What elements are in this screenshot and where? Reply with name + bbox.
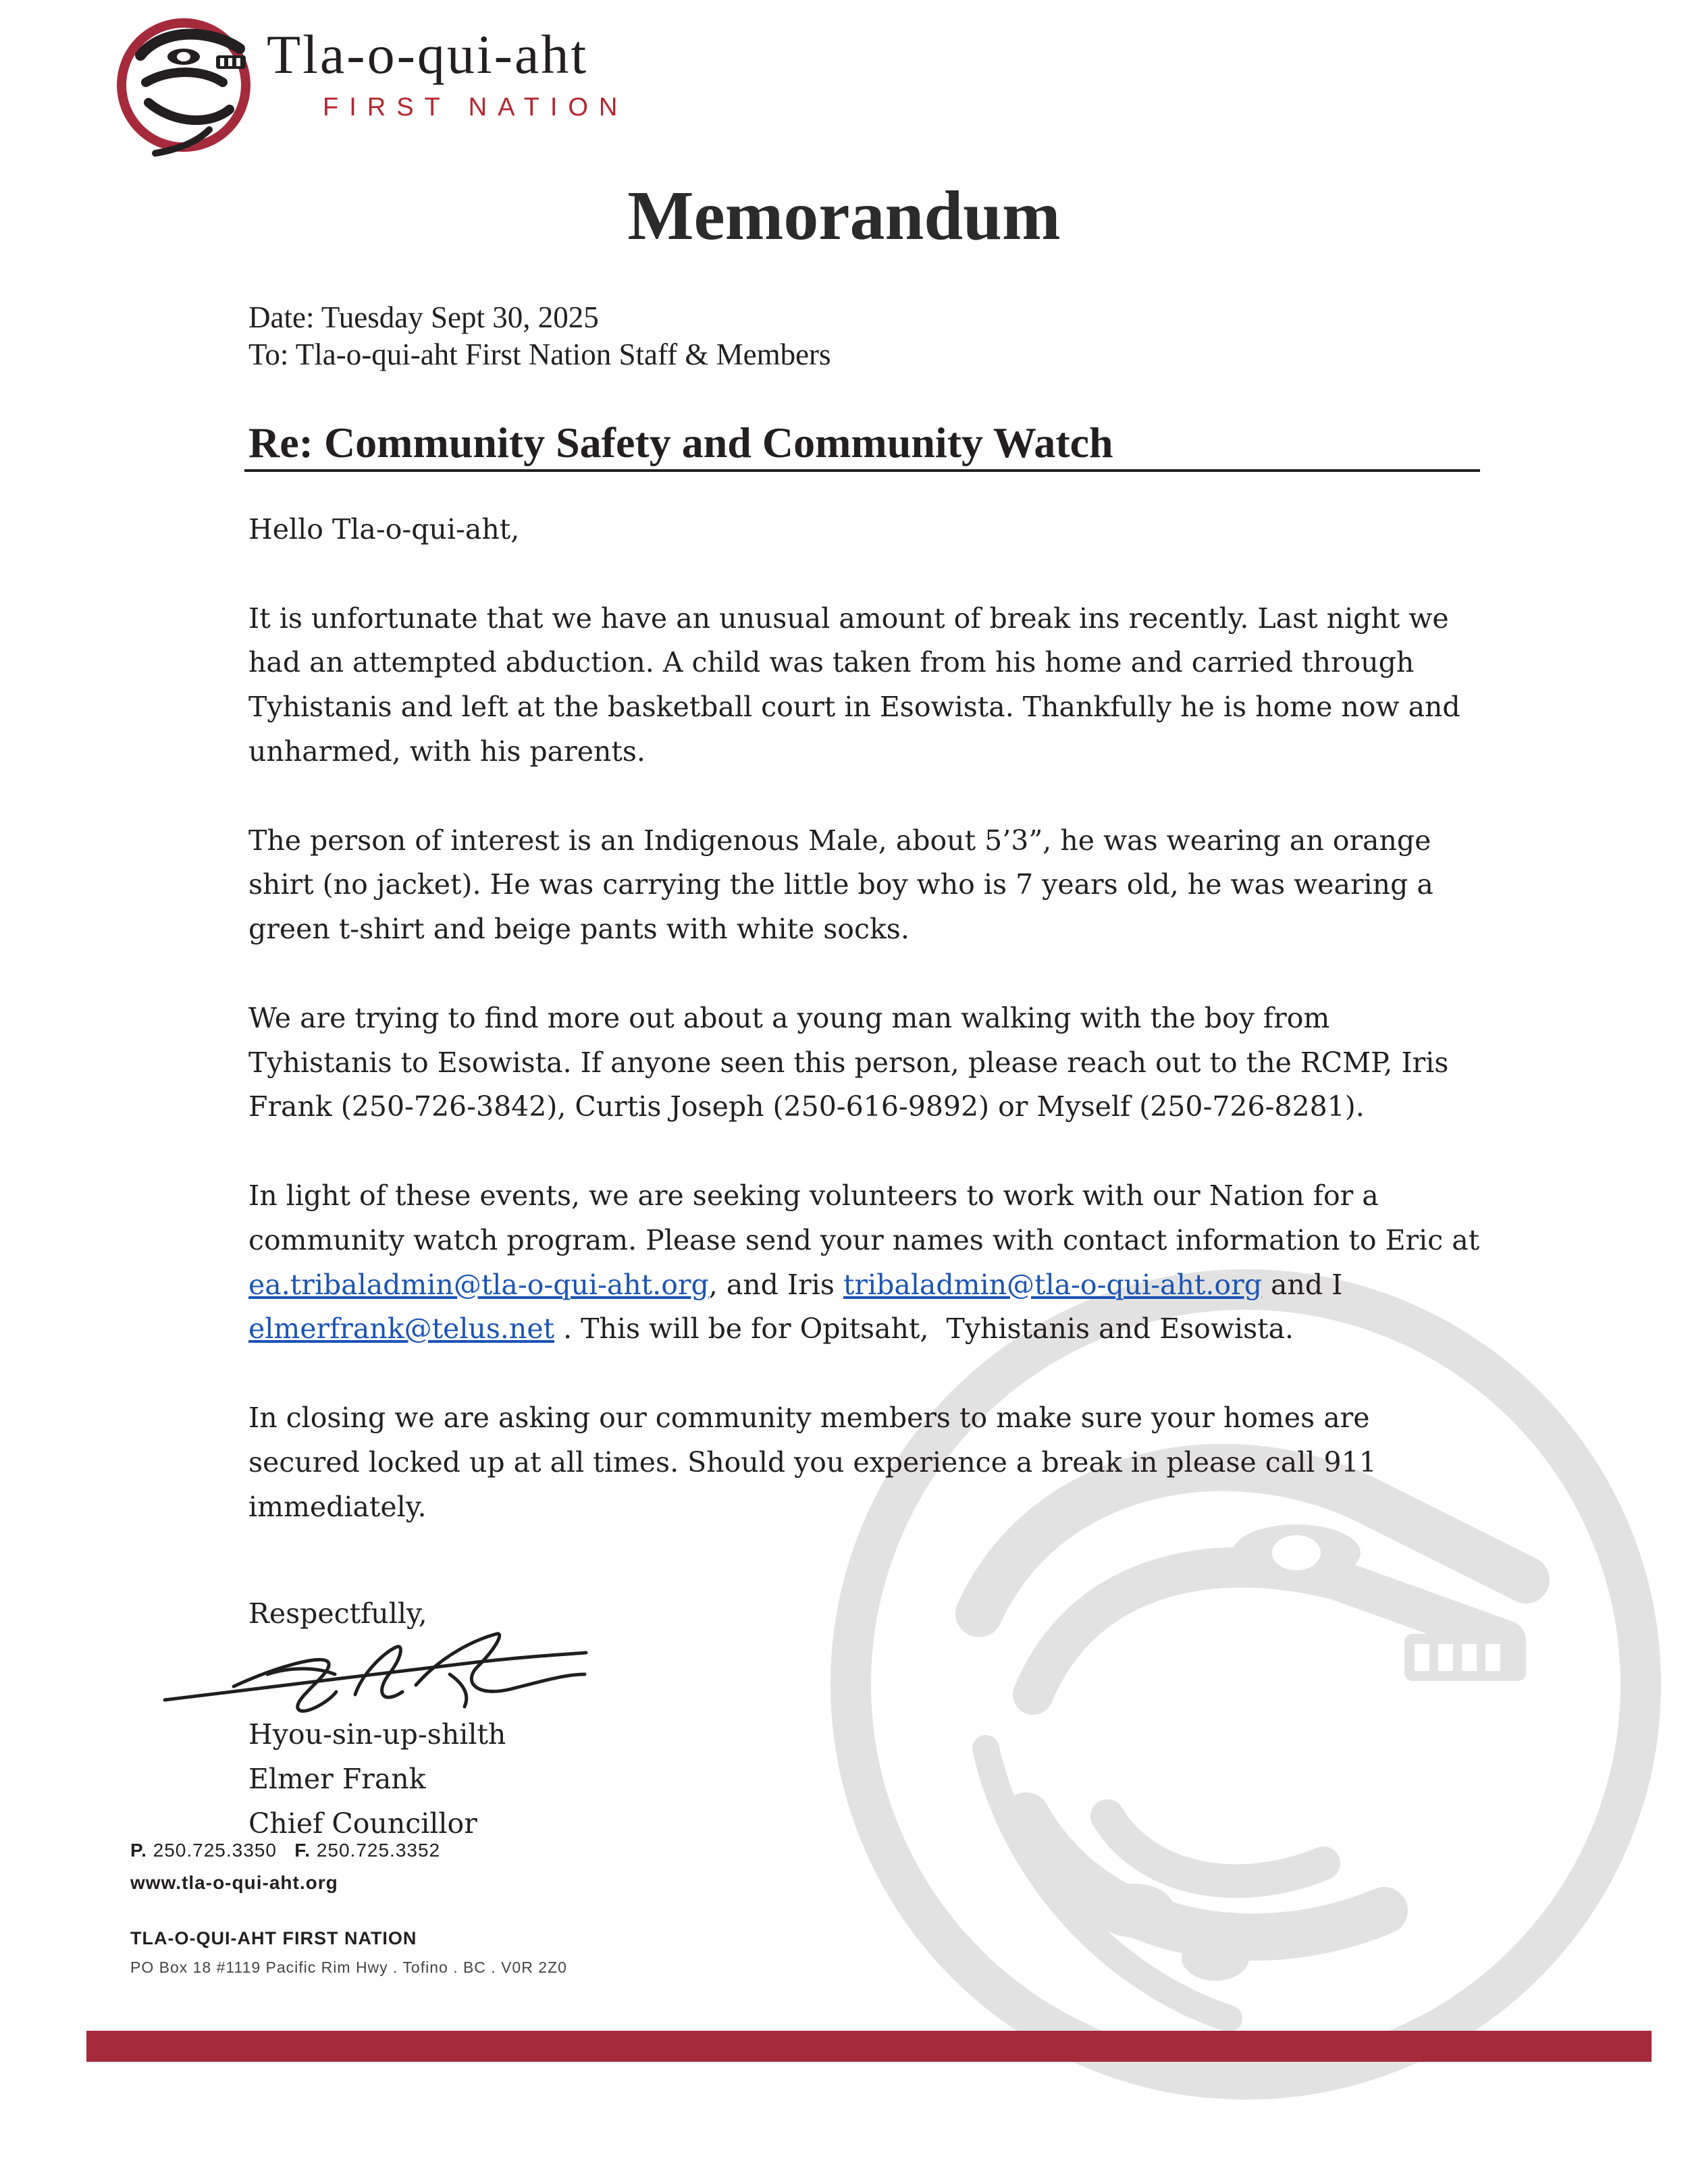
footer-website[interactable]: www.tla-o-qui-aht.org xyxy=(130,1872,338,1893)
footer-bar xyxy=(86,2031,1652,2062)
greeting: Hello Tla-o-qui-aht, xyxy=(248,513,520,545)
paragraph-contacts: We are trying to find more out about a young man walking with the boy from Tyhistanis to Esowista. If anyone seen this person, please reach out to the RCMP, Iris Frank (250-726-3842), Curtis Joseph (250-616-9892) or Myself (250-726-8281). xyxy=(248,1001,1449,1123)
org-subtitle: FIRST NATION xyxy=(323,93,629,122)
volunteers-line-2: community watch program. Please send your names with contact information to Eric at xyxy=(248,1223,1480,1256)
footer-address: PO Box 18 #1119 Pacific Rim Hwy . Tofino . BC . V0R 2Z0 xyxy=(130,1959,567,1976)
phone-label: P. xyxy=(130,1840,147,1861)
phone-number: 250.725.3350 xyxy=(153,1840,277,1861)
to-line: To: Tla-o-qui-aht First Nation Staff & Members xyxy=(248,338,831,371)
fax-label: F. xyxy=(294,1840,311,1861)
closing-salutation: Respectfully, xyxy=(248,1597,427,1630)
email-link-eric[interactable]: ea.tribaladmin@tla-o-qui-aht.org xyxy=(248,1268,709,1301)
subject-heading: Re: Community Safety and Community Watch xyxy=(248,419,1113,467)
volunteers-text-end: . This will be for Opitsaht, Tyhistanis and Esowista. xyxy=(554,1312,1294,1346)
volunteers-line-1: In light of these events, we are seeking volunteers to work with our Nation for a xyxy=(248,1179,1379,1212)
footer-phone-fax xyxy=(130,1841,440,1860)
paragraph-description: The person of interest is an Indigenous Male, about 5’3”, he was wearing an orange shirt (no jacket). He was carrying the little boy who is 7 years old, he was wearing a green t-shirt and beige pants with white socks. xyxy=(248,824,1433,946)
email-link-iris[interactable]: tribaladmin@tla-o-qui-aht.org xyxy=(843,1268,1262,1301)
paragraph-incident: It is unfortunate that we have an unusual amount of break ins recently. Last night we had an attempted abduction. A child was taken from his home and carried through Tyhistanis and left at the basketball court in Esowista. Thankfully he is home now and unharmed, with his parents. xyxy=(248,602,1460,768)
signature-block xyxy=(248,1713,506,1846)
memo-title: Memorandum xyxy=(627,177,1061,255)
signer-position: Chief Councillor xyxy=(248,1807,477,1840)
org-name: Tla-o-qui-aht xyxy=(267,24,589,85)
paragraph-closing: In closing we are asking our community members to make sure your homes are secured locked up at all times. Should you experience a break in please call 911 immediately. xyxy=(248,1401,1377,1523)
date-line: Date: Tuesday Sept 30, 2025 xyxy=(248,300,599,334)
footer-org-name: TLA-O-QUI-AHT FIRST NATION xyxy=(130,1928,417,1948)
letter-body xyxy=(248,508,1498,1574)
signer-traditional-name: Hyou-sin-up-shilth xyxy=(248,1718,506,1751)
sisiutl-serpent-logo-icon xyxy=(108,15,263,158)
paragraph-volunteers xyxy=(248,1174,1498,1352)
volunteers-text-and-iris: , and Iris xyxy=(708,1268,843,1301)
fax-number: 250.725.3352 xyxy=(316,1840,441,1861)
subject-divider xyxy=(244,469,1480,472)
email-link-elmer[interactable]: elmerfrank@telus.net xyxy=(248,1312,555,1346)
signer-name: Elmer Frank xyxy=(248,1762,426,1795)
volunteers-text-and-i: and I xyxy=(1261,1268,1343,1301)
